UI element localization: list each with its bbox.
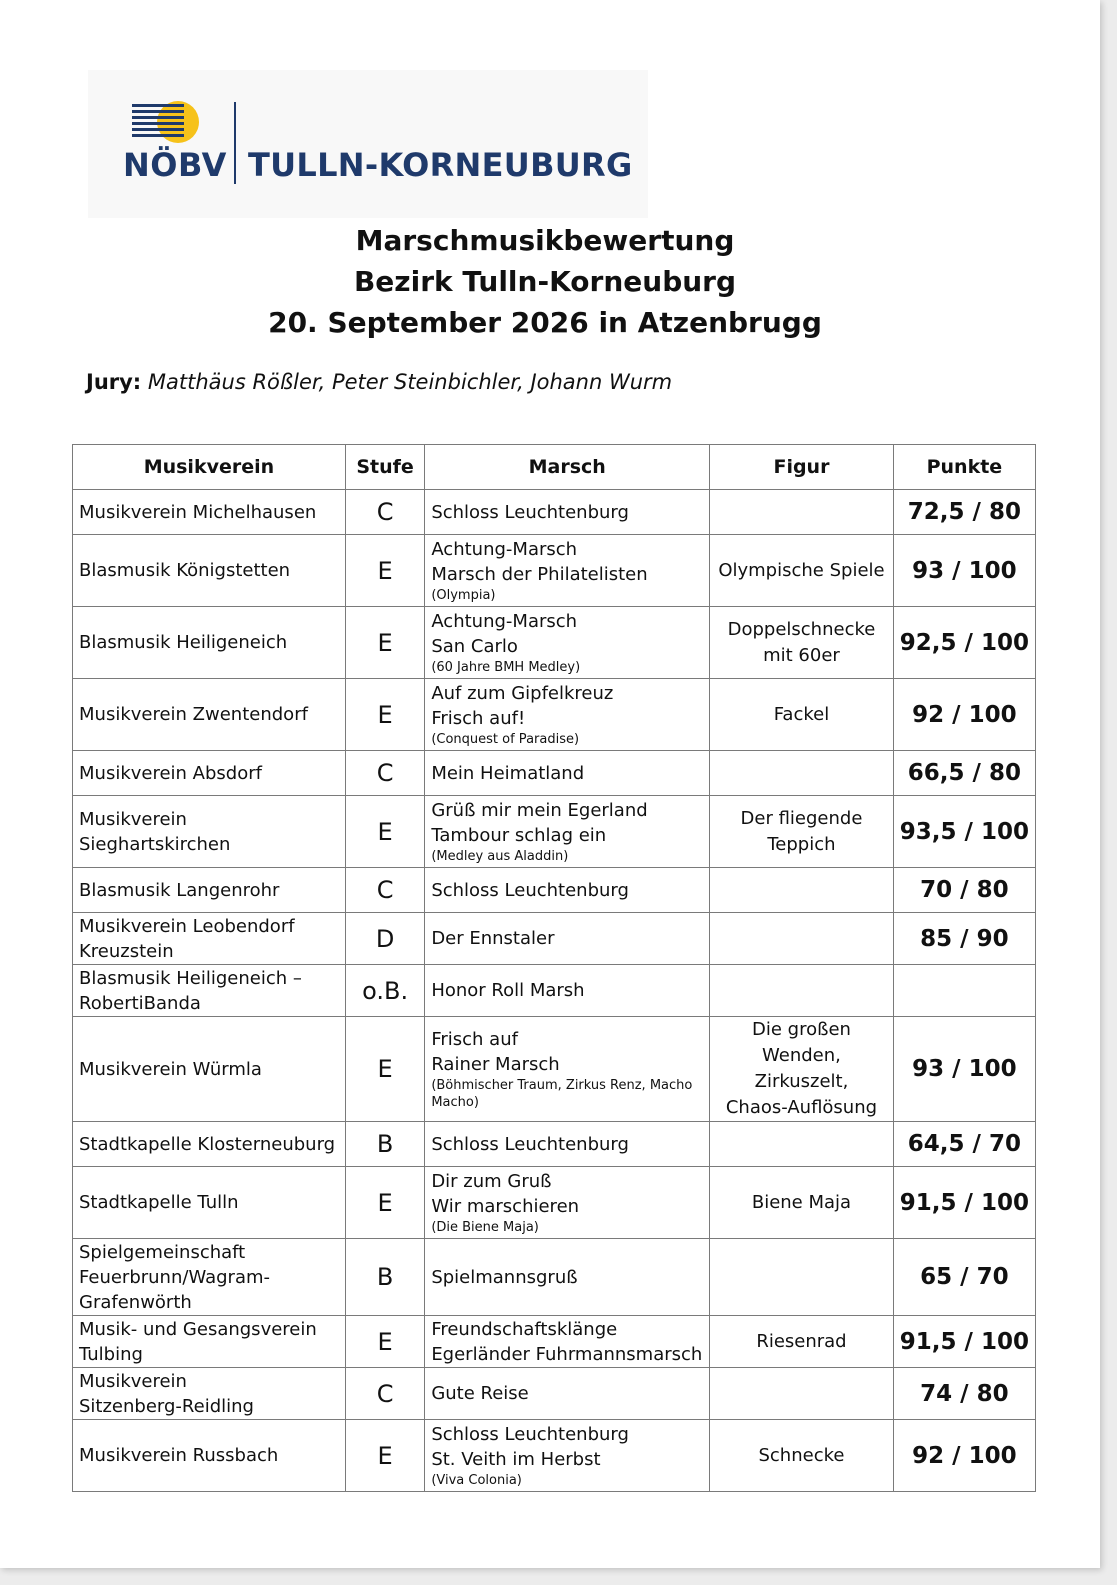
marsch-note: (Viva Colonia) <box>431 1473 522 1488</box>
header-figur: Figur <box>710 445 894 490</box>
cell-punkte: 85 / 90 <box>893 913 1035 965</box>
marsch-title-line: Marsch der Philatelisten <box>431 564 648 585</box>
marsch-note: (Böhmischer Traum, Zirkus Renz, Macho Macho) <box>431 1078 693 1110</box>
cell-marsch <box>425 1167 710 1239</box>
cell-marsch <box>425 679 710 751</box>
marsch-title-line: Mein Heimatland <box>431 762 585 784</box>
marsch-title-line: Tambour schlag ein <box>431 825 607 846</box>
cell-stufe: o.B. <box>345 965 424 1017</box>
musikverein-name-line: Blasmusik Heiligeneich – <box>79 967 302 989</box>
sun-icon <box>88 70 648 218</box>
cell-marsch <box>425 535 710 607</box>
marsch-title-line: Honor Roll Marsh <box>431 980 585 1001</box>
marsch-note: (Medley aus Aladdin) <box>431 849 569 864</box>
table-row <box>73 1017 1036 1122</box>
cell-figur <box>710 1420 894 1492</box>
results-table <box>72 444 1036 1492</box>
cell-figur <box>710 1368 894 1420</box>
marsch-title-line: Auf zum Gipfelkreuz <box>431 683 614 704</box>
cell-figur <box>710 965 894 1017</box>
table-row <box>73 1167 1036 1239</box>
table-header-row <box>73 445 1036 490</box>
cell-punkte: 91,5 / 100 <box>893 1167 1035 1239</box>
table-row <box>73 490 1036 535</box>
cell-punkte: 93,5 / 100 <box>893 796 1035 868</box>
jury-label: Jury: <box>86 370 142 394</box>
figur-line: Biene Maja <box>751 1191 852 1213</box>
cell-stufe: E <box>345 607 424 679</box>
cell-punkte: 74 / 80 <box>893 1368 1035 1420</box>
musikverein-name-line: Blasmusik Heiligeneich <box>79 632 288 653</box>
cell-stufe: E <box>345 1017 424 1122</box>
title-line-1: Marschmusikbewertung <box>355 224 735 257</box>
cell-marsch <box>425 490 710 535</box>
marsch-title-line: Wir marschieren <box>431 1196 580 1217</box>
cell-musikverein <box>73 535 346 607</box>
cell-figur <box>710 1017 894 1122</box>
cell-marsch <box>425 1239 710 1316</box>
musikverein-name-line: Musik- und Gesangsverein <box>79 1318 317 1340</box>
cell-figur <box>710 1167 894 1239</box>
marsch-title-line: Schloss Leuchtenburg <box>431 879 629 901</box>
cell-musikverein <box>73 965 346 1017</box>
cell-musikverein <box>73 490 346 535</box>
table-row <box>73 1122 1036 1167</box>
marsch-title-line: Spielmannsgruß <box>431 1266 578 1288</box>
cell-musikverein <box>73 1167 346 1239</box>
cell-musikverein <box>73 679 346 751</box>
cell-marsch <box>425 1017 710 1122</box>
musikverein-name-line: Musikverein Michelhausen <box>79 501 317 523</box>
header-musikverein: Musikverein <box>73 445 346 490</box>
figur-line: Chaos-Auflösung <box>725 1097 878 1118</box>
musikverein-name-line: Stadtkapelle Tulln <box>79 1192 239 1213</box>
cell-stufe: C <box>345 751 424 796</box>
musikverein-name-line: Tulbing <box>79 1343 143 1365</box>
cell-figur <box>710 679 894 751</box>
cell-figur <box>710 751 894 796</box>
marsch-title-line: Grüß mir mein Egerland <box>431 800 648 821</box>
logo-divider <box>234 102 236 184</box>
cell-musikverein <box>73 1316 346 1368</box>
cell-figur <box>710 1122 894 1167</box>
cell-stufe: E <box>345 1420 424 1492</box>
cell-punkte: 93 / 100 <box>893 535 1035 607</box>
cell-figur <box>710 535 894 607</box>
cell-musikverein <box>73 1239 346 1316</box>
cell-marsch <box>425 607 710 679</box>
cell-marsch <box>425 796 710 868</box>
logo-text-noebv: NÖBV <box>123 146 227 184</box>
cell-punkte: 93 / 100 <box>893 1017 1035 1122</box>
marsch-title-line: Schloss Leuchtenburg <box>431 1133 629 1155</box>
cell-musikverein <box>73 913 346 965</box>
cell-musikverein <box>73 1122 346 1167</box>
cell-figur <box>710 607 894 679</box>
figur-line: Schnecke <box>758 1444 845 1466</box>
cell-stufe: C <box>345 1368 424 1420</box>
header-stufe: Stufe <box>345 445 424 490</box>
cell-marsch <box>425 965 710 1017</box>
cell-figur <box>710 490 894 535</box>
marsch-title-line: Freundschaftsklänge <box>431 1318 618 1340</box>
cell-figur <box>710 1316 894 1368</box>
musikverein-name-line: Musikverein Leobendorf <box>79 915 295 937</box>
marsch-title-line: Dir zum Gruß <box>431 1171 552 1192</box>
musikverein-name-line: Musikverein Würmla <box>79 1058 262 1080</box>
musikverein-name-line: Blasmusik Königstetten <box>79 560 291 581</box>
cell-stufe: E <box>345 796 424 868</box>
cell-punkte: 70 / 80 <box>893 868 1035 913</box>
cell-musikverein <box>73 868 346 913</box>
musikverein-name-line: Musikverein Zwentendorf <box>79 704 308 725</box>
marsch-note: (Conquest of Paradise) <box>431 732 580 747</box>
marsch-title-line: San Carlo <box>431 636 518 657</box>
marsch-title-line: Schloss Leuchtenburg <box>431 1424 629 1445</box>
jury-line <box>86 370 672 394</box>
figur-line: mit 60er <box>763 644 840 666</box>
cell-punkte: 91,5 / 100 <box>893 1316 1035 1368</box>
cell-figur <box>710 796 894 868</box>
table-row <box>73 679 1036 751</box>
document-title <box>0 220 1090 343</box>
cell-figur <box>710 913 894 965</box>
cell-stufe: E <box>345 535 424 607</box>
cell-marsch <box>425 751 710 796</box>
figur-line: Die großen <box>752 1019 851 1040</box>
figur-line: Olympische Spiele <box>718 559 885 581</box>
figur-line: Doppelschnecke <box>727 618 876 640</box>
musikverein-name-line: Grafenwörth <box>79 1291 192 1313</box>
cell-musikverein <box>73 1017 346 1122</box>
cell-punkte: 92,5 / 100 <box>893 607 1035 679</box>
header-marsch: Marsch <box>425 445 710 490</box>
table-row <box>73 965 1036 1017</box>
table-row <box>73 913 1036 965</box>
musikverein-name-line: Feuerbrunn/Wagram- <box>79 1266 271 1288</box>
figur-line: Der fliegende <box>740 807 863 829</box>
cell-marsch <box>425 1316 710 1368</box>
musikverein-name-line: RobertiBanda <box>79 992 201 1014</box>
marsch-title-line: Gute Reise <box>431 1383 529 1404</box>
cell-musikverein <box>73 1420 346 1492</box>
cell-punkte <box>893 965 1035 1017</box>
cell-figur <box>710 868 894 913</box>
cell-musikverein <box>73 751 346 796</box>
musikverein-name-line: Sitzenberg-Reidling <box>79 1395 254 1417</box>
marsch-note: (Olympia) <box>431 588 496 603</box>
cell-marsch <box>425 868 710 913</box>
marsch-title-line: Rainer Marsch <box>431 1054 560 1075</box>
cell-musikverein <box>73 607 346 679</box>
cell-marsch <box>425 1368 710 1420</box>
cell-stufe: E <box>345 1316 424 1368</box>
figur-line: Wenden, Zirkuszelt, <box>754 1045 849 1092</box>
marsch-title-line: Frisch auf <box>431 1029 518 1050</box>
marsch-title-line: Egerländer Fuhrmannsmarsch <box>431 1343 703 1365</box>
marsch-title-line: Der Ennstaler <box>431 928 555 949</box>
cell-stufe: B <box>345 1122 424 1167</box>
table-row <box>73 1239 1036 1316</box>
cell-stufe: C <box>345 490 424 535</box>
cell-musikverein <box>73 1368 346 1420</box>
noebv-logo <box>88 70 648 218</box>
cell-punkte: 64,5 / 70 <box>893 1122 1035 1167</box>
cell-punkte: 92 / 100 <box>893 679 1035 751</box>
cell-punkte: 92 / 100 <box>893 1420 1035 1492</box>
figur-line: Fackel <box>773 703 830 725</box>
cell-marsch <box>425 1122 710 1167</box>
cell-stufe: D <box>345 913 424 965</box>
cell-figur <box>710 1239 894 1316</box>
figur-line: Riesenrad <box>756 1330 847 1352</box>
cell-stufe: B <box>345 1239 424 1316</box>
table-row <box>73 1368 1036 1420</box>
cell-punkte: 65 / 70 <box>893 1239 1035 1316</box>
jury-names: Matthäus Rößler, Peter Steinbichler, Johann Wurm <box>147 370 673 394</box>
musikverein-name-line: Musikverein Russbach <box>79 1445 279 1466</box>
table-row <box>73 796 1036 868</box>
cell-stufe: C <box>345 868 424 913</box>
marsch-title-line: Frisch auf! <box>431 708 526 729</box>
musikverein-name-line: Kreuzstein <box>79 940 174 962</box>
logo-text-district: TULLN-KORNEUBURG <box>248 146 633 184</box>
marsch-title-line: Achtung-Marsch <box>431 611 578 632</box>
title-line-3: 20. September 2026 in Atzenbrugg <box>268 306 822 339</box>
results-body <box>73 490 1036 1492</box>
table-row <box>73 1420 1036 1492</box>
cell-stufe: E <box>345 1167 424 1239</box>
table-row <box>73 535 1036 607</box>
marsch-title-line: Schloss Leuchtenburg <box>431 501 629 523</box>
table-row <box>73 751 1036 796</box>
table-row <box>73 1316 1036 1368</box>
header-punkte: Punkte <box>893 445 1035 490</box>
cell-punkte: 66,5 / 80 <box>893 751 1035 796</box>
marsch-note: (Die Biene Maja) <box>431 1220 539 1235</box>
musikverein-name-line: Blasmusik Langenrohr <box>79 879 280 901</box>
cell-musikverein <box>73 796 346 868</box>
musikverein-name-line: Stadtkapelle Klosterneuburg <box>79 1133 336 1155</box>
marsch-note: (60 Jahre BMH Medley) <box>431 660 581 675</box>
marsch-title-line: Achtung-Marsch <box>431 539 578 560</box>
cell-marsch <box>425 1420 710 1492</box>
cell-marsch <box>425 913 710 965</box>
cell-stufe: E <box>345 679 424 751</box>
title-line-2: Bezirk Tulln-Korneuburg <box>353 265 737 298</box>
musikverein-name-line: Musikverein <box>79 1370 187 1392</box>
figur-line: Teppich <box>767 833 836 855</box>
musikverein-name-line: Spielgemeinschaft <box>79 1241 246 1263</box>
musikverein-name-line: Musikverein Absdorf <box>79 762 262 784</box>
marsch-title-line: St. Veith im Herbst <box>431 1449 601 1470</box>
table-row <box>73 607 1036 679</box>
musikverein-name-line: Musikverein Sieghartskirchen <box>79 808 231 855</box>
cell-punkte: 72,5 / 80 <box>893 490 1035 535</box>
table-row <box>73 868 1036 913</box>
